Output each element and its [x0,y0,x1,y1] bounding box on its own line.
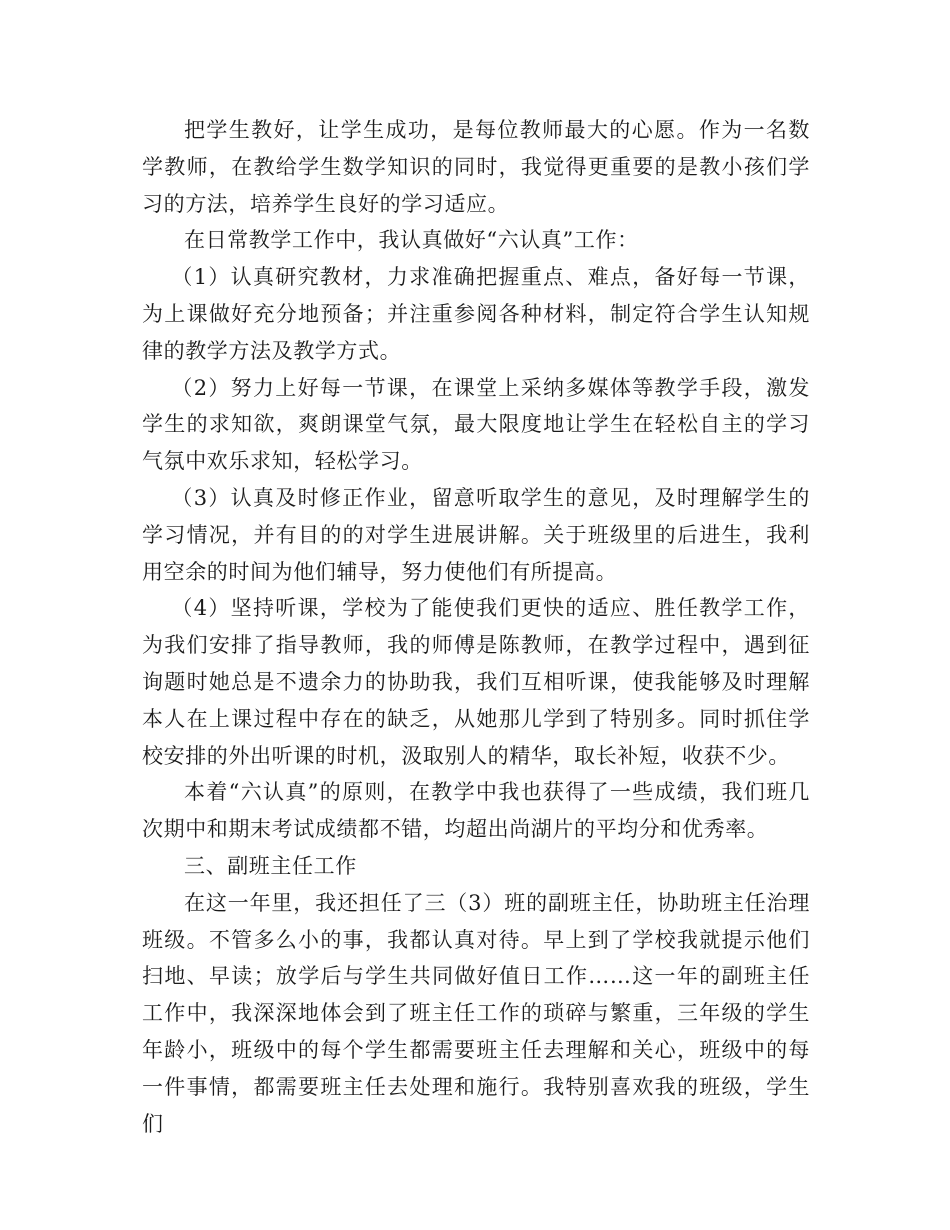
section-heading-assistant-head-teacher: 三、副班主任工作 [184,853,357,878]
document-body [142,112,810,1142]
paragraph-intro: 把学生教好，让学生成功，是每位教师最大的心愿。作为一名数学教师，在教给学生数学知识的同时，我觉得更重要的是教小孩们学习的方法，培养学生良好的学习适应。 [142,118,810,216]
paragraph-assistant-head-teacher: 在这一年里，我还担任了三（3）班的副班主任，协助班主任治理班级。不管多么小的事，我都认真对待。早上到了学校我就提示他们扫地、早读；放学后与学生共同做好值日工作……这一年的副班主任工作中，我深深地体会到了班主任工作的琐碎与繁重，三年级的学生年龄小，班级中的每个学生都需要班主任去理解和关心，班级中的每一件事情，都需要班主任去处理和施行。我特别喜欢我的班级，学生们 [142,890,810,1136]
paragraph-item-3: （3）认真及时修正作业，留意听取学生的意见，及时理解学生的学习情况，并有目的的对学生进展讲解。关于班级里的后进生，我利用空余的时间为他们辅导，努力使他们有所提高。 [142,485,810,584]
paragraph-item-2: （2）努力上好每一节课，在课堂上采纳多媒体等教学手段，激发学生的求知欲，爽朗课堂气氛，最大限度地让学生在轻松自主的学习气氛中欢乐求知，轻松学习。 [142,375,810,474]
paragraph-item-4: （4）坚持听课，学校为了能使我们更快的适应、胜任教学工作，为我们安排了指导教师，我的师傅是陈教师，在教学过程中，遇到征询题时她总是不遗余力的协助我，我们互相听课，使我能够及时理解本人在上课过程中存在的缺乏，从她那儿学到了特别多。同时抓住学校安排的外出听课的时机，汲取别人的精华，取长补短，收获不少。 [142,596,810,768]
paragraph-results: 本着“六认真”的原则，在教学中我也获得了一些成绩，我们班几次期中和期末考试成绩都不错，均超出尚湖片的平均分和优秀率。 [142,780,810,842]
paragraph-item-1: （1）认真研究教材，力求准确把握重点、难点，备好每一节课，为上课做好充分地预备；并注重参阅各种材料，制定符合学生认知规律的教学方法及教学方式。 [142,265,810,363]
paragraph-six-diligence-intro: 在日常教学工作中，我认真做好“六认真”工作： [184,228,639,253]
